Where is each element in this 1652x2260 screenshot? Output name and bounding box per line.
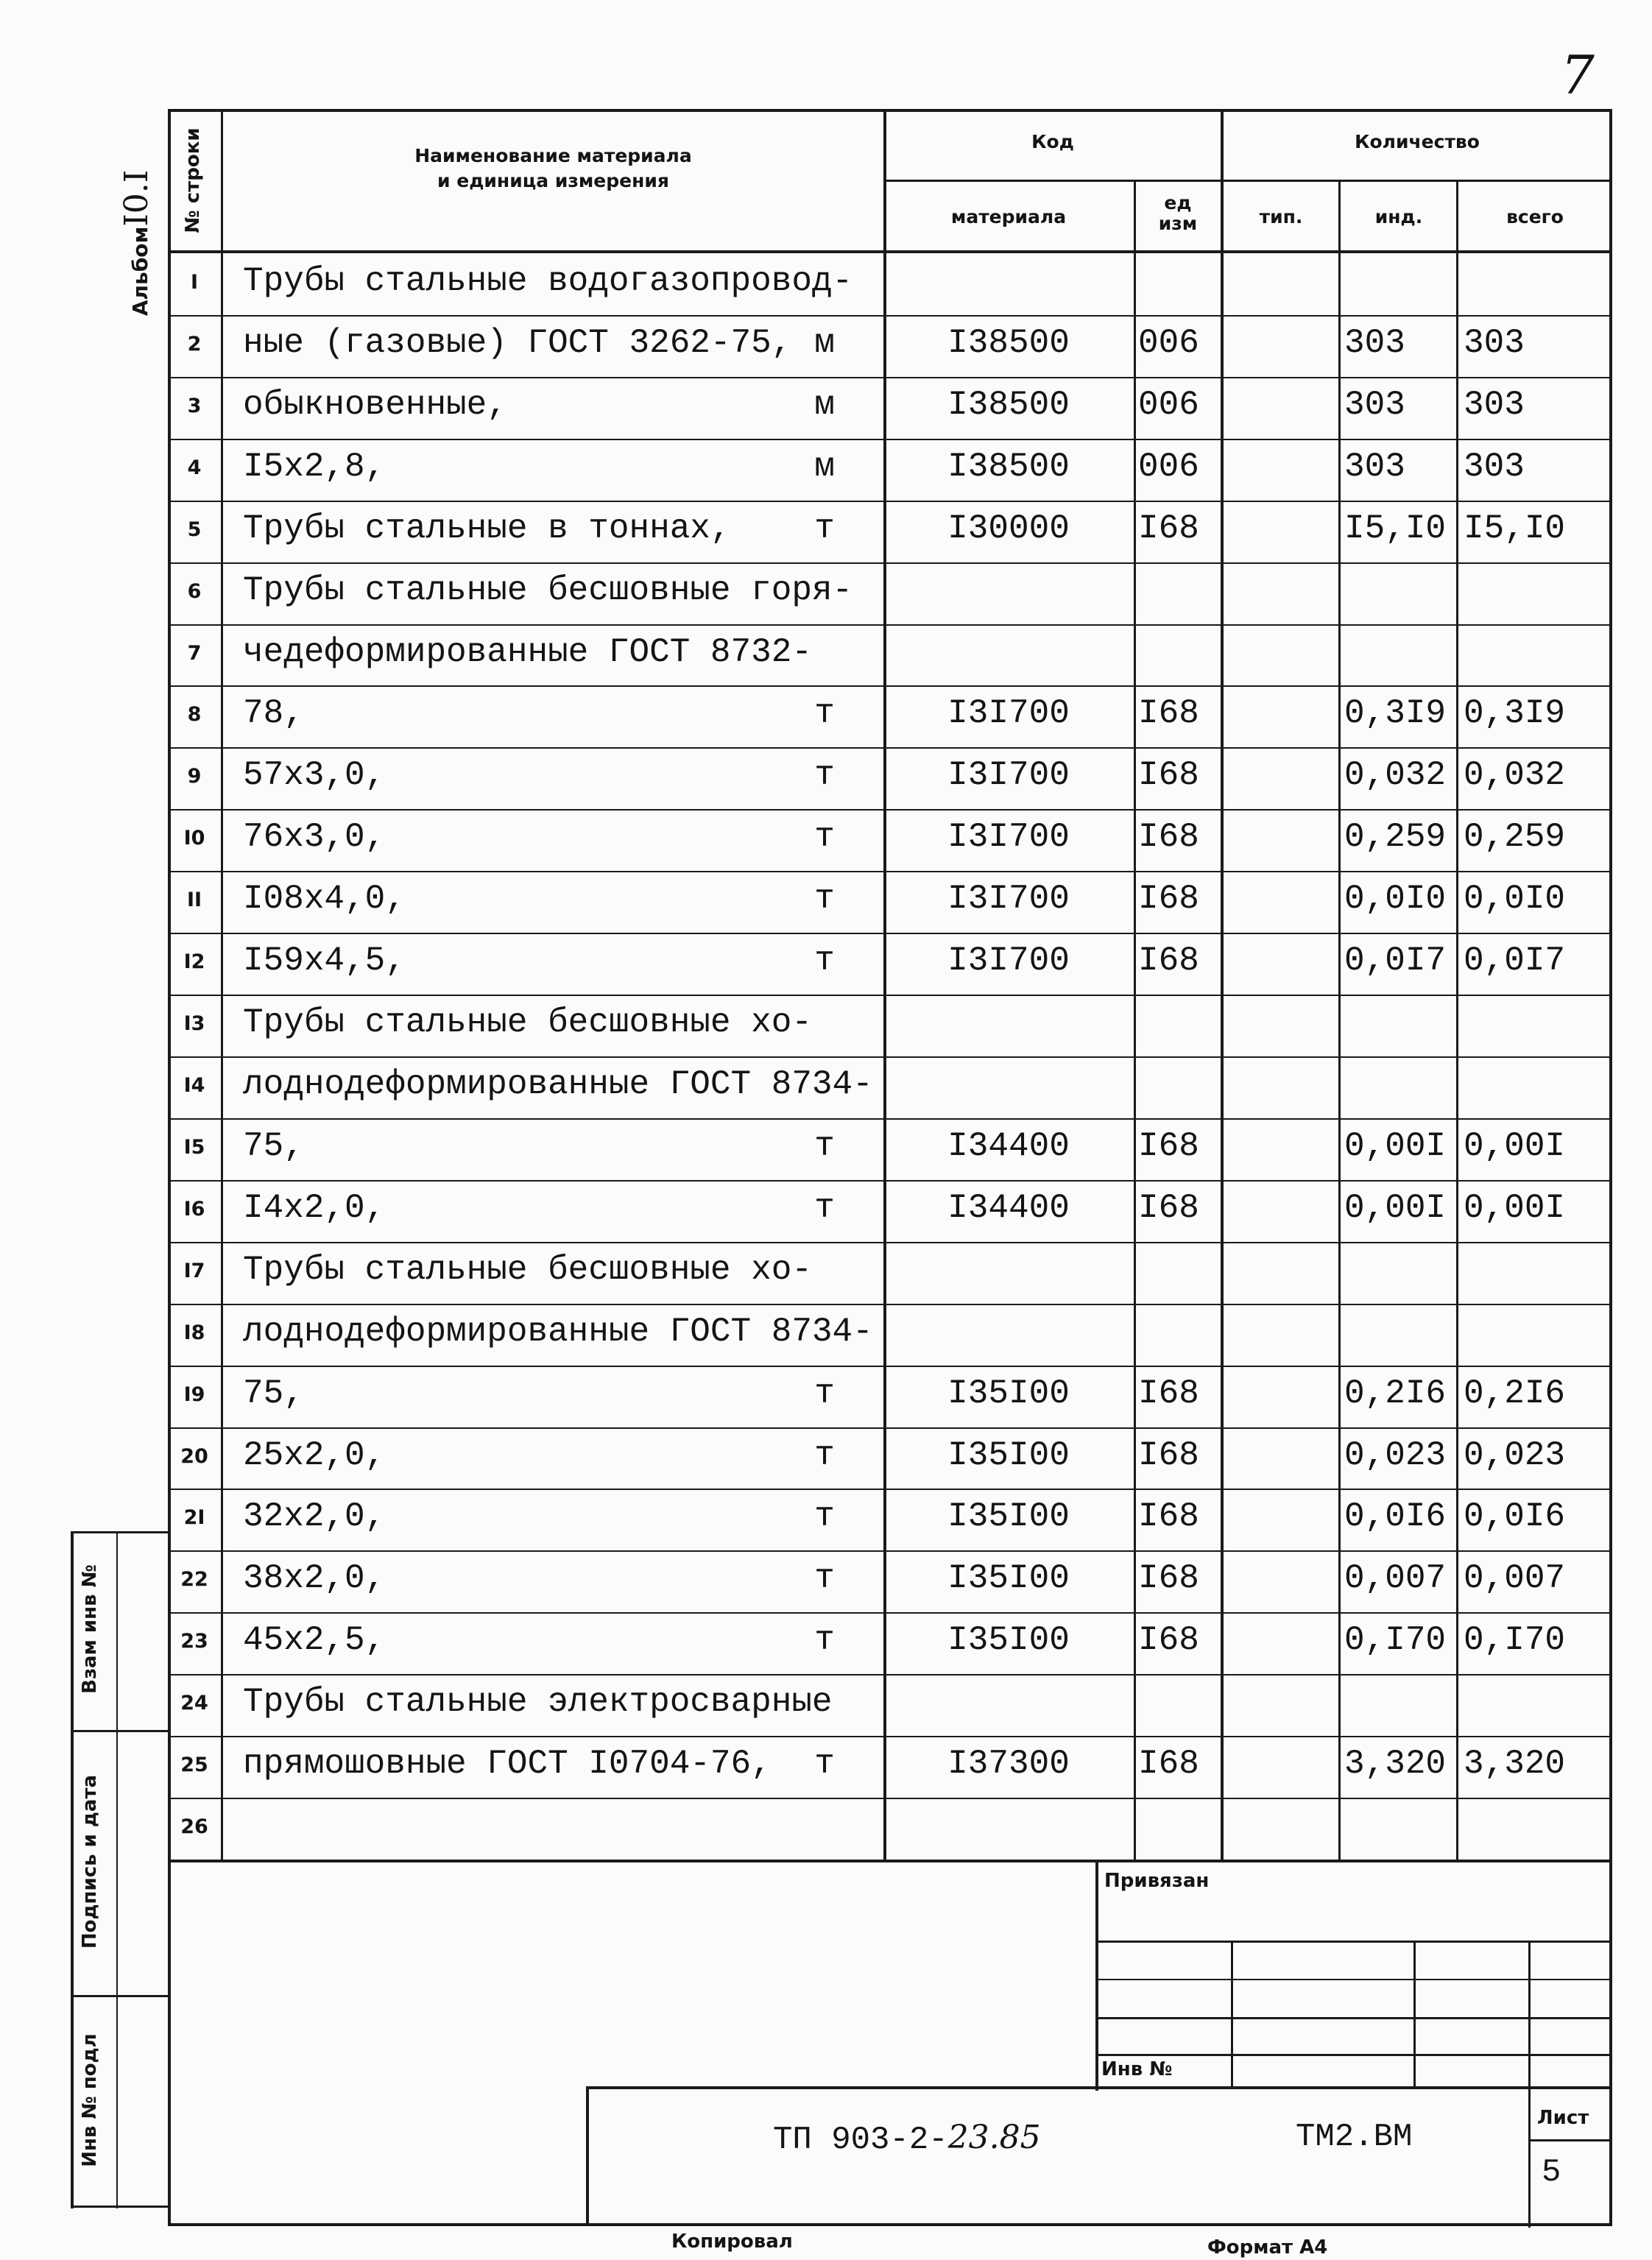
unit-of-measure: т (814, 880, 835, 918)
header-name-line1: Наименование материала (414, 145, 692, 166)
row-separator (168, 1427, 1612, 1429)
quantity-total: 0,0I7 (1464, 942, 1566, 980)
stamp-sheet-code: ТМ2.ВМ (1296, 2119, 1413, 2155)
material-name: 78, (243, 694, 304, 732)
row-separator (168, 377, 1612, 378)
header-name-line2: и единица измерения (437, 170, 669, 191)
quantity-ind: 3,320 (1344, 1745, 1447, 1783)
unit-code: I68 (1138, 1497, 1199, 1536)
row-number: I3 (183, 1012, 205, 1035)
row-separator (168, 315, 1612, 317)
unit-of-measure: т (814, 694, 835, 732)
unit-of-measure: м (814, 386, 835, 424)
unit-of-measure: т (814, 1745, 835, 1783)
unit-code: 006 (1138, 448, 1199, 486)
header-code-unit-line1: ед (1164, 192, 1192, 213)
row-separator (168, 1798, 1612, 1799)
stamp-doc-code (773, 2119, 1041, 2158)
quantity-ind: 0,I70 (1344, 1621, 1447, 1659)
unit-of-measure: т (814, 1127, 835, 1165)
material-name: обыкновенные, (243, 386, 507, 424)
quantity-total: 3,320 (1464, 1745, 1566, 1783)
quantity-ind: 0,0I6 (1344, 1497, 1447, 1536)
unit-of-measure: т (814, 1559, 835, 1597)
material-code: I38500 (947, 448, 1070, 486)
row-number: 7 (187, 642, 202, 665)
unit-code: I68 (1138, 1621, 1199, 1659)
material-code: I38500 (947, 324, 1070, 362)
row-separator (168, 1304, 1612, 1305)
row-number: I9 (183, 1383, 205, 1406)
unit-of-measure: т (814, 1621, 835, 1659)
material-name: Трубы стальные бесшовные хо- (243, 1003, 812, 1042)
quantity-ind: 303 (1344, 324, 1405, 362)
row-separator (168, 747, 1612, 749)
quantity-ind: I5,I0 (1344, 509, 1447, 548)
material-code: I35I00 (947, 1497, 1070, 1536)
material-code: I35I00 (947, 1621, 1070, 1659)
header-quantity-group: Количество (1355, 131, 1480, 152)
material-name: лоднодеформированные ГОСТ 8734- (243, 1065, 873, 1103)
unit-code: 006 (1138, 386, 1199, 424)
material-code: I3I700 (947, 756, 1070, 794)
unit-of-measure: т (814, 509, 835, 548)
side-label-vzam: Взам инв № (79, 1564, 101, 1694)
unit-code: I68 (1138, 1127, 1199, 1165)
row-separator (168, 439, 1612, 440)
material-name: 57x3,0, (243, 756, 386, 794)
row-number: I2 (183, 950, 205, 973)
material-name: 75, (243, 1127, 304, 1165)
material-name: I08x4,0, (243, 880, 406, 918)
unit-code: I68 (1138, 1745, 1199, 1783)
row-number: 3 (187, 395, 202, 417)
material-code: I3I700 (947, 942, 1070, 980)
row-number: I0 (183, 827, 205, 850)
unit-of-measure: т (814, 1497, 835, 1536)
quantity-total: 0,032 (1464, 756, 1566, 794)
stamp-doc-code-prefix: ТП 903-2- (773, 2122, 948, 2158)
material-name: ные (газовые) ГОСТ 3262-75, (243, 324, 792, 362)
material-code: I35I00 (947, 1436, 1070, 1475)
material-name: Трубы стальные бесшовные горя- (243, 571, 853, 610)
stamp-list-label: Лист (1537, 2107, 1589, 2129)
material-name: лоднодеформированные ГОСТ 8734- (243, 1313, 873, 1351)
material-name: Трубы стальные в тоннах, (243, 509, 731, 548)
unit-code: I68 (1138, 880, 1199, 918)
row-separator (168, 1674, 1612, 1675)
header-code-unit (1134, 193, 1222, 234)
material-name: 38x2,0, (243, 1559, 386, 1597)
quantity-total: 0,00I (1464, 1189, 1566, 1227)
quantity-ind: 0,023 (1344, 1436, 1447, 1475)
unit-code: I68 (1138, 942, 1199, 980)
material-code: I30000 (947, 509, 1070, 548)
row-separator (168, 871, 1612, 872)
quantity-ind: 0,032 (1344, 756, 1447, 794)
row-number: I5 (183, 1136, 205, 1159)
row-separator (168, 1242, 1612, 1243)
unit-of-measure: м (814, 324, 835, 362)
quantity-total: 303 (1464, 448, 1525, 486)
row-separator (168, 809, 1612, 811)
header-code-material: материала (950, 206, 1067, 227)
stamp-doc-code-suffix: 23.85 (947, 2119, 1041, 2156)
header-qty-type: тип. (1259, 206, 1303, 227)
quantity-total: 0,023 (1464, 1436, 1566, 1475)
row-number: 8 (187, 703, 202, 726)
header-code-group: Код (1031, 131, 1074, 152)
quantity-ind: 0,007 (1344, 1559, 1447, 1597)
row-separator (168, 995, 1612, 996)
material-name: I59x4,5, (243, 942, 406, 980)
material-name: 45x2,5, (243, 1621, 386, 1659)
quantity-ind: 0,0I7 (1344, 942, 1447, 980)
material-name: 32x2,0, (243, 1497, 386, 1536)
quantity-ind: 0,259 (1344, 818, 1447, 856)
quantity-ind: 0,2I6 (1344, 1374, 1447, 1413)
unit-code: I68 (1138, 694, 1199, 732)
row-separator (168, 1366, 1612, 1367)
row-number: 2 (187, 333, 202, 356)
album-label-value: I0.I (118, 169, 155, 227)
row-number: I8 (183, 1321, 205, 1344)
quantity-total: 0,007 (1464, 1559, 1566, 1597)
row-separator (168, 1612, 1612, 1614)
row-number: 24 (180, 1692, 208, 1715)
unit-of-measure: т (814, 1189, 835, 1227)
unit-code: 006 (1138, 324, 1199, 362)
side-label-podpis: Подпись и дата (79, 1774, 101, 1949)
material-code: I3I700 (947, 694, 1070, 732)
stamp-inv-no: Инв № (1101, 2058, 1173, 2080)
row-separator (168, 933, 1612, 934)
row-number: 4 (187, 456, 202, 479)
quantity-total: 303 (1464, 324, 1525, 362)
unit-of-measure: т (814, 756, 835, 794)
material-code: I3I700 (947, 818, 1070, 856)
unit-code: I68 (1138, 818, 1199, 856)
material-name: Трубы стальные водогазопровод- (243, 262, 853, 300)
row-separator (168, 1550, 1612, 1552)
material-code: I34400 (947, 1189, 1070, 1227)
stamp-privyazan: Привязан (1104, 1870, 1210, 1892)
quantity-ind: 0,0I0 (1344, 880, 1447, 918)
quantity-total: 0,00I (1464, 1127, 1566, 1165)
material-name: 76x3,0, (243, 818, 386, 856)
row-separator (168, 1736, 1612, 1737)
row-number: 9 (187, 765, 202, 788)
stamp-list-number: 5 (1542, 2154, 1561, 2191)
header-qty-ind: инд. (1374, 206, 1423, 227)
header-code-unit-line2: изм (1158, 213, 1198, 234)
header-row-no: № строки (182, 127, 204, 233)
unit-of-measure: т (814, 1436, 835, 1475)
row-number: 23 (180, 1630, 208, 1653)
row-separator (168, 1056, 1612, 1058)
quantity-total: 0,259 (1464, 818, 1566, 856)
material-code: I37300 (947, 1745, 1070, 1783)
page-number: 7 (1561, 44, 1595, 106)
material-code: I35I00 (947, 1559, 1070, 1597)
row-separator (168, 501, 1612, 502)
row-separator (168, 1489, 1612, 1490)
row-number: 20 (180, 1445, 208, 1468)
album-label (118, 133, 162, 353)
row-number: 25 (180, 1754, 208, 1776)
unit-code: I68 (1138, 509, 1199, 548)
quantity-total: 0,0I0 (1464, 880, 1566, 918)
quantity-total: 0,I70 (1464, 1621, 1566, 1659)
row-number: 22 (180, 1568, 208, 1591)
unit-of-measure: т (814, 942, 835, 980)
row-separator (168, 1118, 1612, 1120)
row-separator (168, 562, 1612, 564)
material-name: чедеформированные ГОСТ 8732- (243, 633, 812, 671)
row-number: 26 (180, 1815, 208, 1838)
material-name: прямошовные ГОСТ I0704-76, (243, 1745, 772, 1783)
row-separator (168, 624, 1612, 626)
unit-code: I68 (1138, 756, 1199, 794)
row-separator (168, 1180, 1612, 1182)
material-name: 75, (243, 1374, 304, 1413)
unit-of-measure: т (814, 818, 835, 856)
quantity-total: 303 (1464, 386, 1525, 424)
quantity-ind: 303 (1344, 386, 1405, 424)
row-separator (168, 685, 1612, 687)
header-name (223, 144, 883, 194)
footer-format: Формат А4 (1207, 2236, 1328, 2259)
side-label-inv-podl: Инв № подл (79, 2033, 101, 2167)
row-number: 5 (187, 518, 202, 541)
quantity-total: 0,3I9 (1464, 694, 1566, 732)
material-code: I34400 (947, 1127, 1070, 1165)
material-name: I5x2,8, (243, 448, 386, 486)
material-code: I3I700 (947, 880, 1070, 918)
quantity-total: 0,0I6 (1464, 1497, 1566, 1536)
quantity-ind: 303 (1344, 448, 1405, 486)
row-number: 2I (183, 1506, 205, 1529)
row-number: II (186, 889, 202, 911)
unit-code: I68 (1138, 1189, 1199, 1227)
material-code: I38500 (947, 386, 1070, 424)
album-label-prefix: Альбом (128, 226, 152, 317)
footer-copied: Копировал (671, 2231, 793, 2253)
material-name: 25x2,0, (243, 1436, 386, 1475)
quantity-total: 0,2I6 (1464, 1374, 1566, 1413)
row-number: I (190, 271, 199, 294)
material-name: I4x2,0, (243, 1189, 386, 1227)
row-number: 6 (187, 580, 202, 603)
unit-code: I68 (1138, 1436, 1199, 1475)
unit-code: I68 (1138, 1559, 1199, 1597)
material-name: Трубы стальные электросварные (243, 1683, 833, 1721)
row-number: I7 (183, 1260, 205, 1282)
material-code: I35I00 (947, 1374, 1070, 1413)
row-number: I4 (183, 1074, 205, 1097)
unit-of-measure: т (814, 1374, 835, 1413)
header-qty-total: всего (1506, 206, 1564, 227)
unit-code: I68 (1138, 1374, 1199, 1413)
material-name: Трубы стальные бесшовные хо- (243, 1251, 812, 1289)
quantity-total: I5,I0 (1464, 509, 1566, 548)
quantity-ind: 0,00I (1344, 1127, 1447, 1165)
unit-of-measure: м (814, 448, 835, 486)
quantity-ind: 0,3I9 (1344, 694, 1447, 732)
row-number: I6 (183, 1198, 205, 1221)
quantity-ind: 0,00I (1344, 1189, 1447, 1227)
